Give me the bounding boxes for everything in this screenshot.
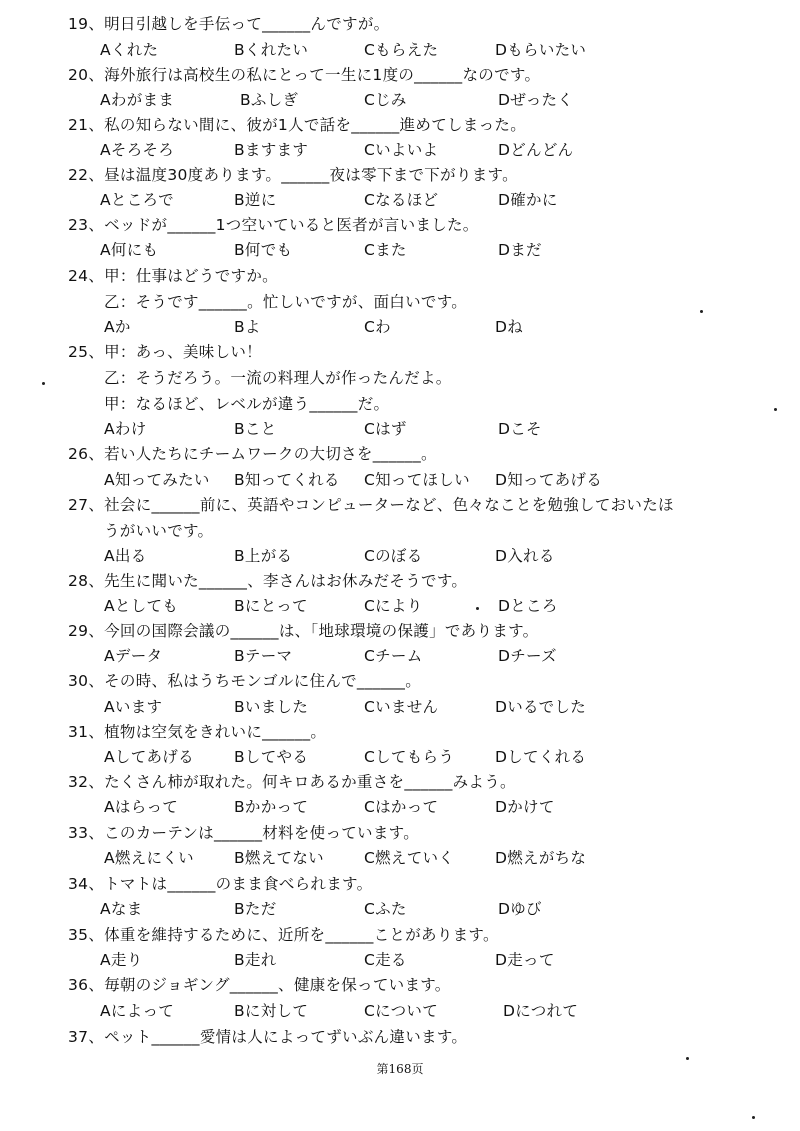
option-a: Aところで [100, 191, 174, 209]
option-c: C燃えていく [364, 849, 455, 867]
question-number: 30、 [68, 672, 105, 690]
scan-speck [42, 382, 45, 385]
scan-speck [686, 1057, 689, 1060]
question-number: 34、 [68, 875, 105, 893]
options-row [0, 140, 800, 160]
options-row [0, 240, 800, 260]
option-b: B逆に [234, 191, 277, 209]
option-d: D燃えがちな [495, 849, 587, 867]
option-c: Cはかって [364, 798, 439, 816]
option-b: Bテーマ [234, 647, 293, 665]
question-text: ペット______愛情は人によってずいぶん違います。 [104, 1028, 468, 1046]
question-text: たくさん柿が取れた。何キロあるか重さを______みよう。 [104, 773, 516, 791]
question-number: 27、 [68, 496, 105, 514]
question-number: 24、 [68, 267, 105, 285]
option-b: Bふしぎ [240, 91, 299, 109]
question-text: 乙：そうだろう。一流の料理人が作ったんだよ。 [104, 369, 452, 387]
option-c: Cいよいよ [364, 141, 439, 159]
option-c: Cなるほど [364, 191, 439, 209]
question-text: 植物は空気をきれいに______。 [104, 723, 327, 741]
question-number: 19、 [68, 15, 105, 33]
options-row [0, 646, 800, 666]
options-row [0, 90, 800, 110]
option-a: Aそろそろ [100, 141, 175, 159]
question-number: 37、 [68, 1028, 105, 1046]
options-row [0, 317, 800, 337]
question-number: 23、 [68, 216, 105, 234]
option-d: Dところ [498, 597, 558, 615]
option-d: Dどんどん [498, 141, 574, 159]
option-d: Dしてくれる [495, 748, 587, 766]
option-b: Bいました [234, 698, 309, 716]
option-d: D確かに [498, 191, 558, 209]
page-number: 第168页 [376, 1062, 424, 1076]
question-text: 若い人たちにチームワークの大切さを______。 [104, 445, 437, 463]
option-c: Cいません [364, 698, 439, 716]
question-text: 甲：あっ、美味しい！ [104, 343, 262, 361]
scan-speck [752, 1116, 755, 1119]
option-b: Bかかって [234, 798, 309, 816]
option-d: D知ってあげる [495, 471, 603, 489]
option-a: A走り [100, 951, 143, 969]
option-c: Cじみ [364, 91, 407, 109]
question-number: 22、 [68, 166, 105, 184]
options-row [0, 546, 800, 566]
question-text: 乙：そうです______。忙しいですが、面白いです。 [104, 293, 468, 311]
question-number: 35、 [68, 926, 105, 944]
question-number: 29、 [68, 622, 105, 640]
question-text: 明日引越しを手伝って______んですが。 [104, 15, 390, 33]
question-text: 体重を維持するために、近所を______ことがあります。 [104, 926, 499, 944]
question-text: うがいいです。 [104, 522, 214, 540]
option-a: Aによって [100, 1002, 175, 1020]
option-c: Cはず [364, 420, 407, 438]
option-d: Dいるでした [495, 698, 587, 716]
option-c: C走る [364, 951, 407, 969]
option-c: Cにより [364, 597, 423, 615]
option-a: Aいます [104, 698, 163, 716]
options-row [0, 190, 800, 210]
question-text: 毎朝のジョギング______、健康を保っています。 [104, 976, 451, 994]
option-a: Aわけ [104, 420, 147, 438]
option-a: A知ってみたい [104, 471, 210, 489]
option-d: Dぜったく [498, 91, 574, 109]
option-d: D入れる [495, 547, 555, 565]
option-c: Cまた [364, 241, 407, 259]
option-a: Aはらって [104, 798, 179, 816]
option-a: Aとしても [104, 597, 179, 615]
options-row [0, 419, 800, 439]
question-number: 26、 [68, 445, 105, 463]
option-d: Dかけて [495, 798, 555, 816]
option-d: Dね [495, 318, 524, 336]
question-text: ベッドが______1つ空いていると医者が言いました。 [104, 216, 479, 234]
option-b: Bにとって [234, 597, 308, 615]
option-b: B走れ [234, 951, 277, 969]
option-b: Bよ [234, 318, 261, 336]
option-a: A何にも [100, 241, 159, 259]
options-row [0, 596, 800, 616]
question-text: 先生に聞いた______、李さんはお休みだそうです。 [104, 572, 468, 590]
question-text: その時、私はうちモンゴルに住んで______。 [104, 672, 422, 690]
options-row [0, 40, 800, 60]
option-b: B何でも [234, 241, 293, 259]
options-row [0, 950, 800, 970]
options-row [0, 747, 800, 767]
option-c: Cふた [364, 900, 407, 918]
option-c: Cチーム [364, 647, 423, 665]
options-row [0, 848, 800, 868]
question-number: 20、 [68, 66, 105, 84]
question-number: 31、 [68, 723, 105, 741]
option-c: C知ってほしい [364, 471, 470, 489]
option-d: Dもらいたい [495, 41, 587, 59]
option-d: Dチーズ [498, 647, 557, 665]
option-c: Cについて [364, 1002, 439, 1020]
option-d: Dまだ [498, 241, 542, 259]
option-b: Bしてやる [234, 748, 309, 766]
question-number: 21、 [68, 116, 105, 134]
option-c: Cもらえた [364, 41, 439, 59]
option-b: B上がる [234, 547, 293, 565]
question-number: 33、 [68, 824, 105, 842]
question-text: 甲：仕事はどうですか。 [104, 267, 278, 285]
option-c: Cのぼる [364, 547, 423, 565]
question-text: このカーテンは______材料を使っています。 [104, 824, 420, 842]
scan-speck [700, 310, 703, 313]
question-text: 甲：なるほど、レベルが違う______だ。 [104, 395, 390, 413]
option-a: Aか [104, 318, 131, 336]
scan-speck [476, 607, 479, 610]
option-d: Dにつれて [503, 1002, 579, 1020]
options-row [0, 697, 800, 717]
scan-speck [774, 408, 777, 411]
question-text: 海外旅行は高校生の私にとって一生に1度の______なのです。 [104, 66, 541, 84]
options-row [0, 899, 800, 919]
option-a: Aくれた [100, 41, 159, 59]
option-b: Bくれたい [234, 41, 309, 59]
question-text: 今回の国際会議の______は、「地球環境の保護」であります。 [104, 622, 539, 640]
option-b: Bますます [234, 141, 309, 159]
option-b: B燃えてない [234, 849, 324, 867]
option-d: Dゆび [498, 900, 542, 918]
option-b: Bこと [234, 420, 277, 438]
option-d: Dこそ [498, 420, 542, 438]
question-number: 25、 [68, 343, 105, 361]
option-c: Cしてもらう [364, 748, 455, 766]
question-text: 私の知らない間に、彼が1人で話を______進めてしまった。 [104, 116, 526, 134]
question-text: トマトは______のまま食べられます。 [104, 875, 373, 893]
option-a: Aしてあげる [104, 748, 194, 766]
question-text: 昼は温度30度あります。______夜は零下まで下がります。 [104, 166, 518, 184]
options-row [0, 470, 800, 490]
question-text: 社会に______前に、英語やコンピューターなど、色々なことを勉強しておいたほ [104, 496, 674, 514]
option-a: A出る [104, 547, 147, 565]
option-b: Bただ [234, 900, 277, 918]
option-a: A燃えにくい [104, 849, 194, 867]
option-d: D走って [495, 951, 555, 969]
options-row [0, 797, 800, 817]
options-row [0, 1001, 800, 1021]
option-c: Cわ [364, 318, 391, 336]
question-number: 28、 [68, 572, 105, 590]
option-a: Aデータ [104, 647, 163, 665]
option-b: Bに対して [234, 1002, 309, 1020]
option-a: Aなま [100, 900, 143, 918]
option-a: Aわがまま [100, 91, 175, 109]
question-number: 36、 [68, 976, 105, 994]
option-b: B知ってくれる [234, 471, 340, 489]
question-number: 32、 [68, 773, 105, 791]
